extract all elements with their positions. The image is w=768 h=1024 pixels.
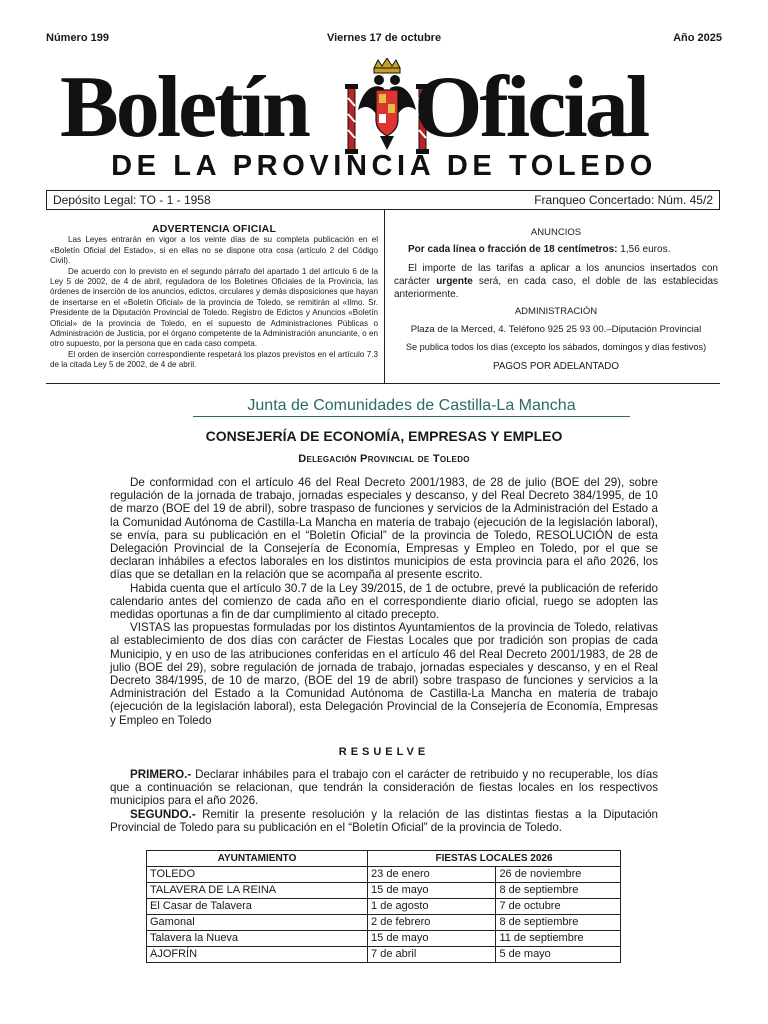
primero-clause: PRIMERO.- Declarar inhábiles para el trabajo con el carácter de retribuido y no recuperable, los días que a continuación se relacionan, que tendrán la consideración de fiestas locales en los respectivos municipios para el año 2026. — [110, 768, 658, 808]
table-row — [147, 867, 621, 883]
junta-heading: Junta de Comunidades de Castilla-La Mancha — [193, 396, 630, 417]
holiday-2-cell: 7 de octubre — [496, 899, 621, 915]
body-paragraph: Habida cuenta que el artículo 30.7 de la Ley 39/2015, de 1 de octubre, prevé la publicación de referido calendario antes del comienzo de cada año en el correspondiente diario oficial, ruego se adopten las medidas oportunas a fin de dar cumplimiento al citado precepto. — [110, 581, 658, 622]
column-divider — [384, 210, 385, 384]
issue-date: Viernes 17 de octubre — [326, 32, 442, 44]
anuncios-title: ANUNCIOS — [530, 227, 582, 238]
issue-number: Número 199 — [46, 32, 109, 44]
municipality-cell: TOLEDO — [147, 867, 368, 883]
municipality-cell: Gamonal — [147, 915, 368, 931]
advertencia-paragraph: El orden de inserción correspondiente respetará los plazos previstos en el artículo 7.3 de la citada Ley 5 de 2002, de 4 de abril. — [50, 349, 378, 370]
admin-address: Plaza de la Merced, 4. Teléfono 925 25 93 00.–Diputación Provincial — [410, 324, 702, 335]
advertencia-paragraph: Las Leyes entrarán en vigor a los veinte días de su completa publicación en el «Boletín Oficial del Estado», si en ellas no se dispone otra cosa (artículo 2 del Código Civil). — [50, 235, 378, 266]
table-row — [147, 931, 621, 947]
holiday-1-cell: 23 de enero — [368, 867, 496, 883]
admin-title: ADMINISTRACIÓN — [514, 306, 598, 317]
municipality-cell: TALAVERA DE LA REINA — [147, 883, 368, 899]
primero-label: PRIMERO.- — [130, 768, 192, 781]
delegacion-heading: Delegación Provincial de Toledo — [298, 453, 470, 465]
legal-bar — [46, 190, 720, 210]
anuncios-rate — [394, 243, 718, 256]
table-header-ayuntamiento: AYUNTAMIENTO — [147, 851, 368, 867]
resolution-clauses — [110, 768, 658, 834]
municipality-cell: Talavera la Nueva — [147, 931, 368, 947]
masthead-title-left: Boletín — [60, 59, 308, 156]
holiday-2-cell: 11 de septiembre — [496, 931, 621, 947]
anuncios-urgent: El importe de las tarifas a aplicar a los anuncios insertados con carácter urgente será, en cada caso, el doble de las establecidas anteriormente. — [394, 263, 718, 300]
anuncios-rate-label: Por cada línea o fracción de 18 centímetros: — [408, 244, 618, 255]
urgent-word: urgente — [436, 276, 473, 287]
anuncios-rate-value: 1,56 euros. — [617, 244, 671, 255]
table-row — [147, 883, 621, 899]
holiday-2-cell: 5 de mayo — [496, 947, 621, 963]
resolution-body — [110, 476, 658, 727]
payment-note: PAGOS POR ADELANTADO — [493, 361, 619, 372]
holiday-1-cell: 7 de abril — [368, 947, 496, 963]
segundo-label: SEGUNDO.- — [130, 807, 196, 821]
issue-info-line — [46, 32, 722, 46]
advertencia-oficial — [50, 224, 378, 371]
franqueo: Franqueo Concertado: Núm. 45/2 — [534, 193, 713, 207]
table-header-fiestas: FIESTAS LOCALES 2026 — [368, 851, 621, 867]
body-paragraph: VISTAS las propuestas formuladas por los distintos Ayuntamientos de la provincia de Toledo, relativas al establecimiento de dos días con carácter de Fiestas Locales que por tradición son propias de cada Municipio, y en uso de las atribuciones conferidas en el artículo 46 del Real Decreto 2001/1983, de 28 de julio (BOE del 29), sobre regulación de jornada de trabajo, jornadas especiales y descanso, y en el Real Decreto 384/1995, de 10 de marzo, (BOE del 19 de abril) sobre traspaso de funciones y servicios a la Administración del Estado a la Comunidad Autónoma de Castilla-La Mancha en materia de trabajo (ejecución de la legislación laboral), esta Delegación Provincial de la Consejería de Economía, Empresas y Empleo en Toledo — [110, 621, 658, 727]
masthead-subtitle: DE LA PROVINCIA DE TOLEDO — [111, 150, 657, 182]
masthead — [0, 58, 768, 158]
legal-deposit: Depósito Legal: TO - 1 - 1958 — [53, 193, 211, 207]
masthead-title-right: Oficial — [414, 59, 648, 156]
notice-box — [46, 210, 720, 384]
table-row — [147, 915, 621, 931]
holiday-1-cell: 15 de mayo — [368, 931, 496, 947]
advertencia-title: ADVERTENCIA OFICIAL — [151, 223, 277, 235]
municipality-cell: El Casar de Talavera — [147, 899, 368, 915]
holiday-1-cell: 2 de febrero — [368, 915, 496, 931]
anuncios-info — [394, 226, 718, 373]
publication-schedule: Se publica todos los días (excepto los sábados, domingos y días festivos) — [405, 342, 707, 352]
fiestas-table — [146, 850, 621, 963]
table-row — [147, 899, 621, 915]
holiday-2-cell: 26 de noviembre — [496, 867, 621, 883]
holiday-1-cell: 15 de mayo — [368, 883, 496, 899]
advertencia-paragraph: De acuerdo con lo previsto en el segundo párrafo del apartado 1 del artículo 6 de la Ley 5 de 2002, de 4 de abril, reguladora de los Boletines Oficiales de la Provincia, las órdenes de inserción de los anuncios, edictos, circulares y demás disposiciones que hayan de insertarse en el «Boletín Oficial» de la provincia de Toledo, se remitirán al «Ilmo. Sr. Presidente de la Diputación Provincial de Toledo. Registro de Edictos y Anuncios «Boletín Oficial» de la provincia de Toledo, en el supuesto de Administraciones Públicas o Administración de Justicia, por el órgano competente de la Administración anunciante, o en otro supuesto, por la persona que en cada caso competa. — [50, 266, 378, 349]
table-header-row — [147, 851, 621, 867]
segundo-clause: SEGUNDO.- Remitir la presente resolución y la relación de las distintas fiestas a la Diputación Provincial de Toledo para su publicación en el “Boletín Oficial” de la provincia de Toledo. — [110, 807, 658, 834]
resuelve-heading: RESUELVE — [338, 746, 430, 758]
table-row — [147, 947, 621, 963]
municipality-cell: AJOFRÍN — [147, 947, 368, 963]
issue-year: Año 2025 — [673, 32, 722, 44]
holiday-2-cell: 8 de septiembre — [496, 915, 621, 931]
holiday-2-cell: 8 de septiembre — [496, 883, 621, 899]
consejeria-heading: CONSEJERÍA DE ECONOMÍA, EMPRESAS Y EMPLEO — [205, 428, 563, 444]
body-paragraph: De conformidad con el artículo 46 del Real Decreto 2001/1983, de 28 de julio (BOE del 29), sobre regulación de la jornada de trabajo, jornadas especiales y descanso, y del Real Decreto 384/1995, de 10 de marzo (BOE del 19 de abril), sobre traspaso de funciones y servicios de la Administración del Estado a la Comunidad Autónoma de Castilla-La Mancha en materia de trabajo (ejecución de la legislación laboral), se envía, para su publicación en el “Boletín Oficial” de la provincia de Toledo, RESOLUCIÓN de esta Delegación Provincial de la Consejería de Economía, Empresas y Empleo en Toledo, por el que se declaran inhábiles a efectos laborales en los distintos municipios de esta provincia para el año 2026, los días que se detallan en la relación que se acompaña al presente escrito. — [110, 476, 658, 582]
holiday-1-cell: 1 de agosto — [368, 899, 496, 915]
